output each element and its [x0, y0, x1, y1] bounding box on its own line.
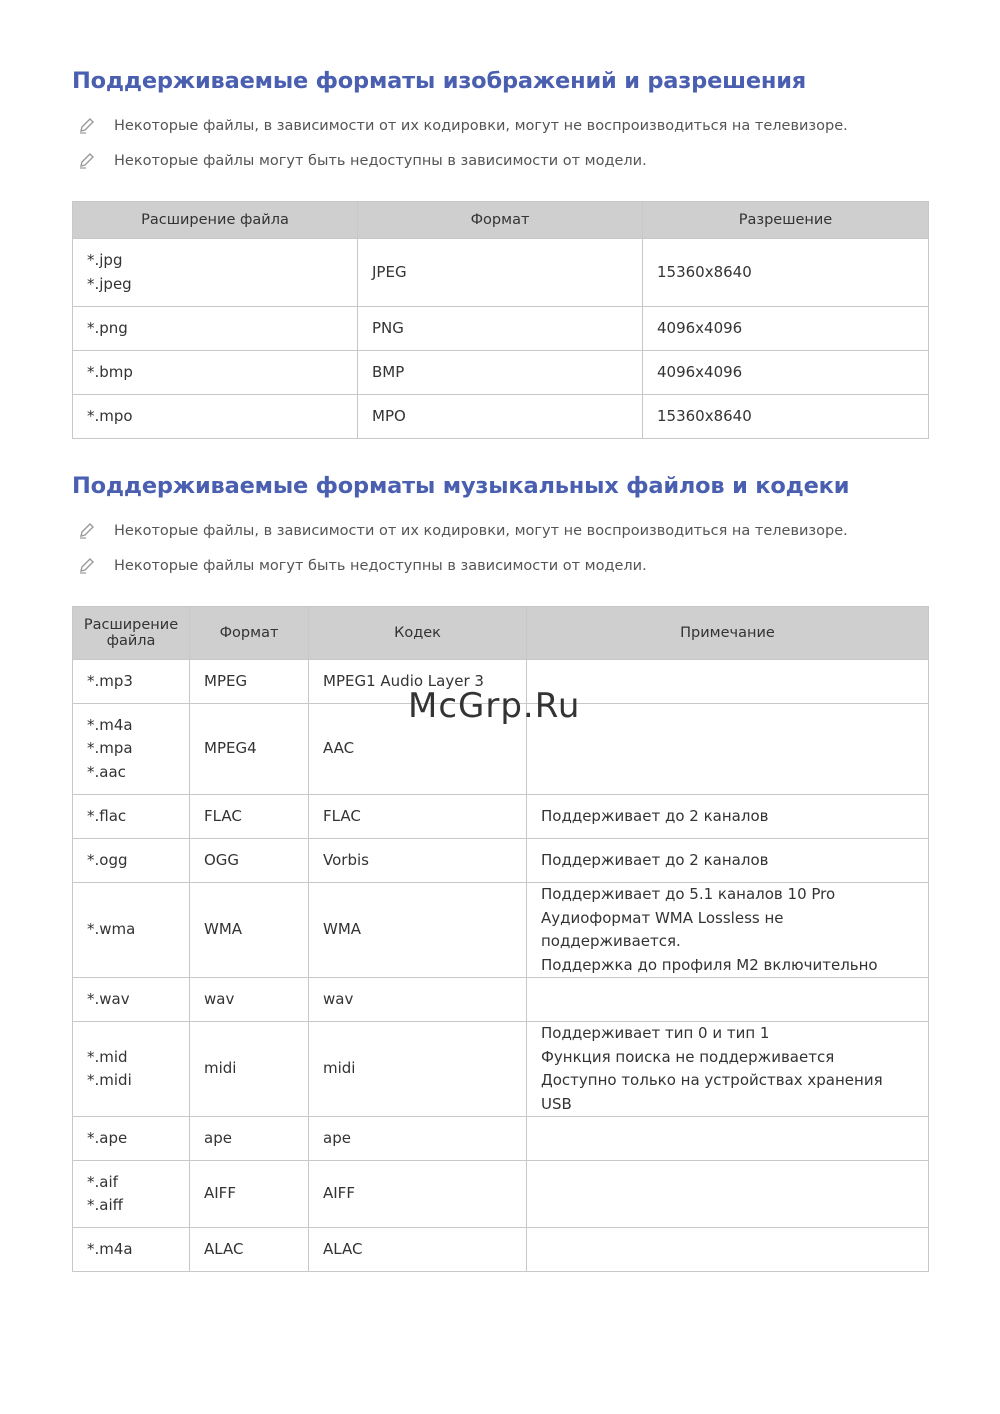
pencil-icon: [78, 521, 96, 539]
note-item: [72, 115, 928, 150]
cell-codec: midi: [309, 1022, 527, 1117]
note-item: [72, 520, 928, 555]
cell-format: midi: [190, 1022, 309, 1117]
notes-music: [72, 520, 928, 590]
cell-note: Поддерживает до 2 каналов: [527, 839, 929, 883]
pencil-icon: [78, 556, 96, 574]
cell-resolution: 4096x4096: [643, 307, 929, 351]
table-header-row: [73, 202, 929, 239]
cell-extension: *.m4a: [73, 1228, 190, 1272]
extension-value: *.jpeg: [87, 274, 132, 293]
cell-format: FLAC: [190, 795, 309, 839]
column-header: Формат: [190, 607, 309, 660]
cell-extension: [73, 1022, 190, 1117]
note-text: Некоторые файлы, в зависимости от их кодировки, могут не воспроизводиться на телевизоре.: [114, 523, 848, 539]
cell-format: WMA: [190, 883, 309, 978]
cell-codec: MPEG1 Audio Layer 3: [309, 660, 527, 704]
note-line: Доступно только на устройствах хранения USB: [541, 1071, 883, 1113]
cell-extension: *.mpo: [73, 395, 358, 439]
cell-extension: *.wav: [73, 978, 190, 1022]
cell-codec: AIFF: [309, 1161, 527, 1228]
table-row: [73, 307, 929, 351]
pencil-icon: [78, 116, 96, 134]
extension-value: *.aiff: [87, 1196, 123, 1214]
extension-value: *.m4a: [87, 715, 133, 734]
note-line: Поддерживает тип 0 и тип 1: [541, 1024, 770, 1042]
cell-extension: *.png: [73, 307, 358, 351]
extension-value: *.midi: [87, 1071, 132, 1089]
cell-codec: wav: [309, 978, 527, 1022]
cell-format: wav: [190, 978, 309, 1022]
table-row: [73, 351, 929, 395]
cell-codec: Vorbis: [309, 839, 527, 883]
cell-resolution: 15360x8640: [643, 395, 929, 439]
cell-extension: *.flac: [73, 795, 190, 839]
table-row: [73, 239, 929, 307]
cell-format: JPEG: [358, 239, 643, 307]
section-title-images: Поддерживаемые форматы изображений и разрешения: [72, 68, 807, 94]
note-text: Некоторые файлы могут быть недоступны в зависимости от модели.: [114, 558, 647, 574]
cell-format: MPEG: [190, 660, 309, 704]
column-header: Расширение файла: [73, 202, 358, 239]
column-header: Разрешение: [643, 202, 929, 239]
cell-resolution: 4096x4096: [643, 351, 929, 395]
extension-value: *.jpg: [87, 251, 123, 269]
table-row: [73, 883, 929, 978]
extension-value: *.mid: [87, 1047, 128, 1066]
note-line: Поддерживает до 5.1 каналов 10 Pro: [541, 885, 836, 903]
column-header: Расширение файла: [73, 607, 190, 660]
cell-codec: ape: [309, 1117, 527, 1161]
extension-value: *.aif: [87, 1172, 118, 1191]
watermark: McGrp.Ru: [408, 686, 581, 726]
cell-format: PNG: [358, 307, 643, 351]
cell-extension: *.bmp: [73, 351, 358, 395]
table-row: [73, 1022, 929, 1117]
cell-format: ALAC: [190, 1228, 309, 1272]
cell-codec: FLAC: [309, 795, 527, 839]
cell-codec: ALAC: [309, 1228, 527, 1272]
note-item: [72, 150, 928, 185]
note-line: Функция поиска не поддерживается: [541, 1047, 835, 1066]
cell-extension: *.mp3: [73, 660, 190, 704]
cell-resolution: 15360x8640: [643, 239, 929, 307]
table-row: [73, 395, 929, 439]
cell-note: [527, 660, 929, 704]
cell-extension: [73, 239, 358, 307]
table-header-row: [73, 607, 929, 660]
cell-note: [527, 1117, 929, 1161]
cell-format: BMP: [358, 351, 643, 395]
notes-images: [72, 115, 928, 185]
cell-note: [527, 1228, 929, 1272]
cell-extension: *.ogg: [73, 839, 190, 883]
column-header: Кодек: [309, 607, 527, 660]
cell-extension: [73, 704, 190, 795]
cell-codec: WMA: [309, 883, 527, 978]
column-header: Примечание: [527, 607, 929, 660]
cell-codec: AAC: [309, 704, 527, 795]
cell-note: [527, 1022, 929, 1117]
column-header: Формат: [358, 202, 643, 239]
cell-format: OGG: [190, 839, 309, 883]
extension-value: *.aac: [87, 762, 126, 781]
cell-format: MPO: [358, 395, 643, 439]
cell-extension: [73, 1161, 190, 1228]
section-title-music: Поддерживаемые форматы музыкальных файлов и кодеки: [72, 473, 850, 499]
table-row: [73, 978, 929, 1022]
table-row: [73, 1161, 929, 1228]
table-row: [73, 1117, 929, 1161]
cell-extension: *.ape: [73, 1117, 190, 1161]
extension-value: *.mpa: [87, 739, 133, 758]
table-row: [73, 839, 929, 883]
table-row: [73, 795, 929, 839]
note-line: Поддержка до профиля M2 включительно: [541, 955, 878, 974]
cell-note: [527, 978, 929, 1022]
cell-note: [527, 1161, 929, 1228]
note-text: Некоторые файлы, в зависимости от их кодировки, могут не воспроизводиться на телевизоре.: [114, 118, 848, 134]
note-text: Некоторые файлы могут быть недоступны в зависимости от модели.: [114, 153, 647, 169]
cell-format: MPEG4: [190, 704, 309, 795]
cell-note: [527, 883, 929, 978]
cell-format: ape: [190, 1117, 309, 1161]
cell-note: Поддерживает до 2 каналов: [527, 795, 929, 839]
image-formats-table: [72, 201, 929, 439]
cell-extension: *.wma: [73, 883, 190, 978]
cell-format: AIFF: [190, 1161, 309, 1228]
note-line: Аудиоформат WMA Lossless не поддерживается.: [541, 908, 784, 950]
table-row: [73, 1228, 929, 1272]
cell-note: [527, 704, 929, 795]
note-item: [72, 555, 928, 590]
pencil-icon: [78, 151, 96, 169]
